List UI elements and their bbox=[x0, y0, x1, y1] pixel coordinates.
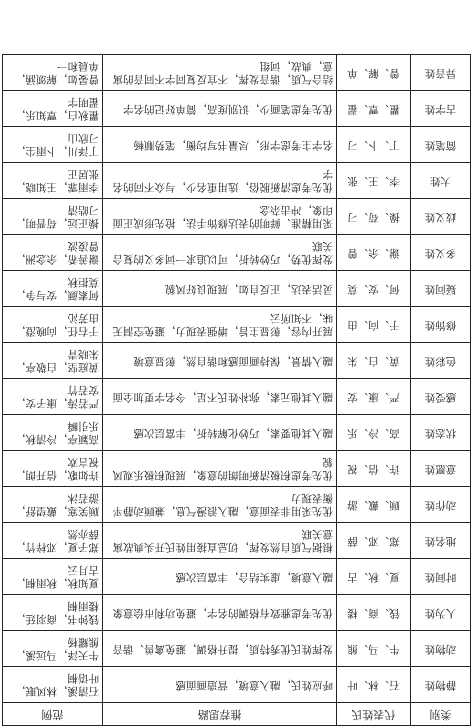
cell-category: 人为姓 bbox=[411, 595, 471, 631]
cell-idea: 名字主考虑字形，尽量书写均衡，笔势顺畅 bbox=[103, 127, 337, 163]
table-row bbox=[3, 487, 471, 523]
cell-example: 李雨霏，王知晓，张居正 bbox=[3, 163, 103, 199]
table-row bbox=[3, 199, 471, 235]
header-surnames: 代表姓氏 bbox=[337, 703, 411, 726]
cell-category: 多义姓 bbox=[411, 235, 471, 271]
cell-example: 于右任，向晚澄，由芳沁 bbox=[3, 307, 103, 343]
table-row bbox=[3, 127, 471, 163]
cell-category: 疑问姓 bbox=[411, 271, 471, 307]
cell-idea: 融入情景，保持画面感和谐自然，彰显意境 bbox=[103, 343, 337, 379]
cell-surnames: 顾、戴、游 bbox=[337, 487, 411, 523]
cell-category: 修饰姓 bbox=[411, 307, 471, 343]
cell-example: 许如歌，信开朗，祝言欢 bbox=[3, 451, 103, 487]
cell-example: 何素颜，安与争，莫拒秋 bbox=[3, 271, 103, 307]
table-header-row bbox=[3, 703, 471, 726]
rotated-document bbox=[0, 3, 474, 726]
cell-example: 顾笑寒，戴望舒，游若沐 bbox=[3, 487, 103, 523]
cell-example: 丁泽川，卜雨尘，刁欣山 bbox=[3, 127, 103, 163]
cell-category: 地名姓 bbox=[411, 523, 471, 559]
cell-example: 高颖亭，冷清秋，乐引瞬 bbox=[3, 415, 103, 451]
cell-category: 异音姓 bbox=[411, 55, 471, 91]
cell-category: 简笔姓 bbox=[411, 127, 471, 163]
cell-idea: 灵活表达，正反自如，展现良好风貌 bbox=[103, 271, 337, 307]
cell-category: 色彩姓 bbox=[411, 343, 471, 379]
cell-example: 严若涛，康子安，安若竹 bbox=[3, 379, 103, 415]
table-row bbox=[3, 55, 471, 91]
cell-example: 牛天泽，马远溪，熊耀杨 bbox=[3, 631, 103, 667]
cell-category: 时间姓 bbox=[411, 559, 471, 595]
cell-idea: 发挥优势，巧妙转折，可以追求一词多义的复合关联 bbox=[103, 235, 337, 271]
table-row bbox=[3, 559, 471, 595]
table-row bbox=[3, 451, 471, 487]
cell-surnames: 黄、白、朱 bbox=[337, 343, 411, 379]
cell-surnames: 石、林、叶 bbox=[337, 667, 411, 703]
cell-idea: 优先考虑积极清新明朗的意象，展现积极乐观风貌 bbox=[103, 451, 337, 487]
cell-surnames: 钱、商、楼 bbox=[337, 595, 411, 631]
cell-idea: 优先考虑雅致有格调的名字，避免功利市侩意象 bbox=[103, 595, 337, 631]
cell-example: 黄庭坚，白敬亭，朱晓青 bbox=[3, 343, 103, 379]
table-row bbox=[3, 271, 471, 307]
cell-surnames: 高、冷、乐 bbox=[337, 415, 411, 451]
cell-idea: 结合气质，谐音发挥，不宜反复同字不同音的寓意，典故，词组 bbox=[103, 55, 337, 91]
cell-category: 歧义姓 bbox=[411, 199, 471, 235]
cell-surnames: 何、安、莫 bbox=[337, 271, 411, 307]
cell-example: 瞿秋白，覃知乐，翟明宇 bbox=[3, 91, 103, 127]
table-row bbox=[3, 523, 471, 559]
table-row bbox=[3, 631, 471, 667]
cell-idea: 根据气质自然发挥，切忌直接用姓氏开头典故寓意关联 bbox=[103, 523, 337, 559]
cell-idea: 发挥姓氏优秀特质，提升格调，避免禽兽、谐音 bbox=[103, 631, 337, 667]
cell-category: 意愿姓 bbox=[411, 451, 471, 487]
surname-naming-table bbox=[2, 54, 471, 726]
table-row bbox=[3, 415, 471, 451]
cell-idea: 融入其他元素，弥补姓氏不足，令名字更加全面 bbox=[103, 379, 337, 415]
cell-example: 操正远，苟晋明，刁皓清 bbox=[3, 199, 103, 235]
cell-idea: 优先采用非表面意，融入浪漫气息，兼顾动静平衡表现力 bbox=[103, 487, 337, 523]
table-row bbox=[3, 163, 471, 199]
cell-surnames: 严、康、安 bbox=[337, 379, 411, 415]
cell-surnames: 曾、解、单 bbox=[337, 55, 411, 91]
cell-example: 谢善希，余念洲，曾凌波 bbox=[3, 235, 103, 271]
header-category: 类别 bbox=[411, 703, 471, 726]
cell-category: 古字姓 bbox=[411, 91, 471, 127]
cell-surnames: 夏、秋、古 bbox=[337, 559, 411, 595]
header-example: 范例 bbox=[3, 703, 103, 726]
cell-category: 感受姓 bbox=[411, 379, 471, 415]
table-row bbox=[3, 343, 471, 379]
cell-example: 石清溪，林风眠，叶语桐 bbox=[3, 667, 103, 703]
cell-example: 郑子夏，邓梓竹，薛亦然 bbox=[3, 523, 103, 559]
cell-category: 状态姓 bbox=[411, 415, 471, 451]
table-row bbox=[3, 667, 471, 703]
cell-idea: 呼应姓氏，融入意境，营造画面感 bbox=[103, 667, 337, 703]
cell-surnames: 郑、邓、薛 bbox=[337, 523, 411, 559]
cell-idea: 采用精准、鲜明的表达修饰手法，抢先形成正面印象，冲击杂念 bbox=[103, 199, 337, 235]
table-row bbox=[3, 379, 471, 415]
cell-example: 曾晏如，解颂涵，单晨和一 bbox=[3, 55, 103, 91]
cell-surnames: 谢、余、曾 bbox=[337, 235, 411, 271]
cell-surnames: 李、王、张 bbox=[337, 163, 411, 199]
cell-idea: 融入意境，虚实结合，丰富层次感 bbox=[103, 559, 337, 595]
cell-surnames: 操、苟、刁 bbox=[337, 199, 411, 235]
cell-surnames: 牛、马、熊 bbox=[337, 631, 411, 667]
cell-surnames: 许、信、祝 bbox=[337, 451, 411, 487]
header-idea: 推荐思路 bbox=[103, 703, 337, 726]
cell-idea: 融入其他要素，巧妙化解转折，丰富层次感 bbox=[103, 415, 337, 451]
cell-category: 大姓 bbox=[411, 163, 471, 199]
cell-surnames: 丁、卜、刁 bbox=[337, 127, 411, 163]
cell-category: 动作姓 bbox=[411, 487, 471, 523]
cell-surnames: 于、向、由 bbox=[337, 307, 411, 343]
cell-category: 动物姓 bbox=[411, 631, 471, 667]
cell-category: 静物姓 bbox=[411, 667, 471, 703]
cell-idea: 优先考虑清新脱俗，选用重名少，与众不同的名字 bbox=[103, 163, 337, 199]
cell-surnames: 瞿、覃、翟 bbox=[337, 91, 411, 127]
cell-example: 钱钟书，商羽廷，楼雨桐 bbox=[3, 595, 103, 631]
table-row bbox=[3, 91, 471, 127]
table-row bbox=[3, 595, 471, 631]
table-row bbox=[3, 235, 471, 271]
table-row bbox=[3, 307, 471, 343]
cell-example: 夏知秋，秋雨桐，古月云 bbox=[3, 559, 103, 595]
cell-idea: 优先考虑笔画少，识别度高，简单好记的名字 bbox=[103, 91, 337, 127]
cell-idea: 展开内容，彰显主旨，增强表现力，避免空洞无味，不知所云 bbox=[103, 307, 337, 343]
